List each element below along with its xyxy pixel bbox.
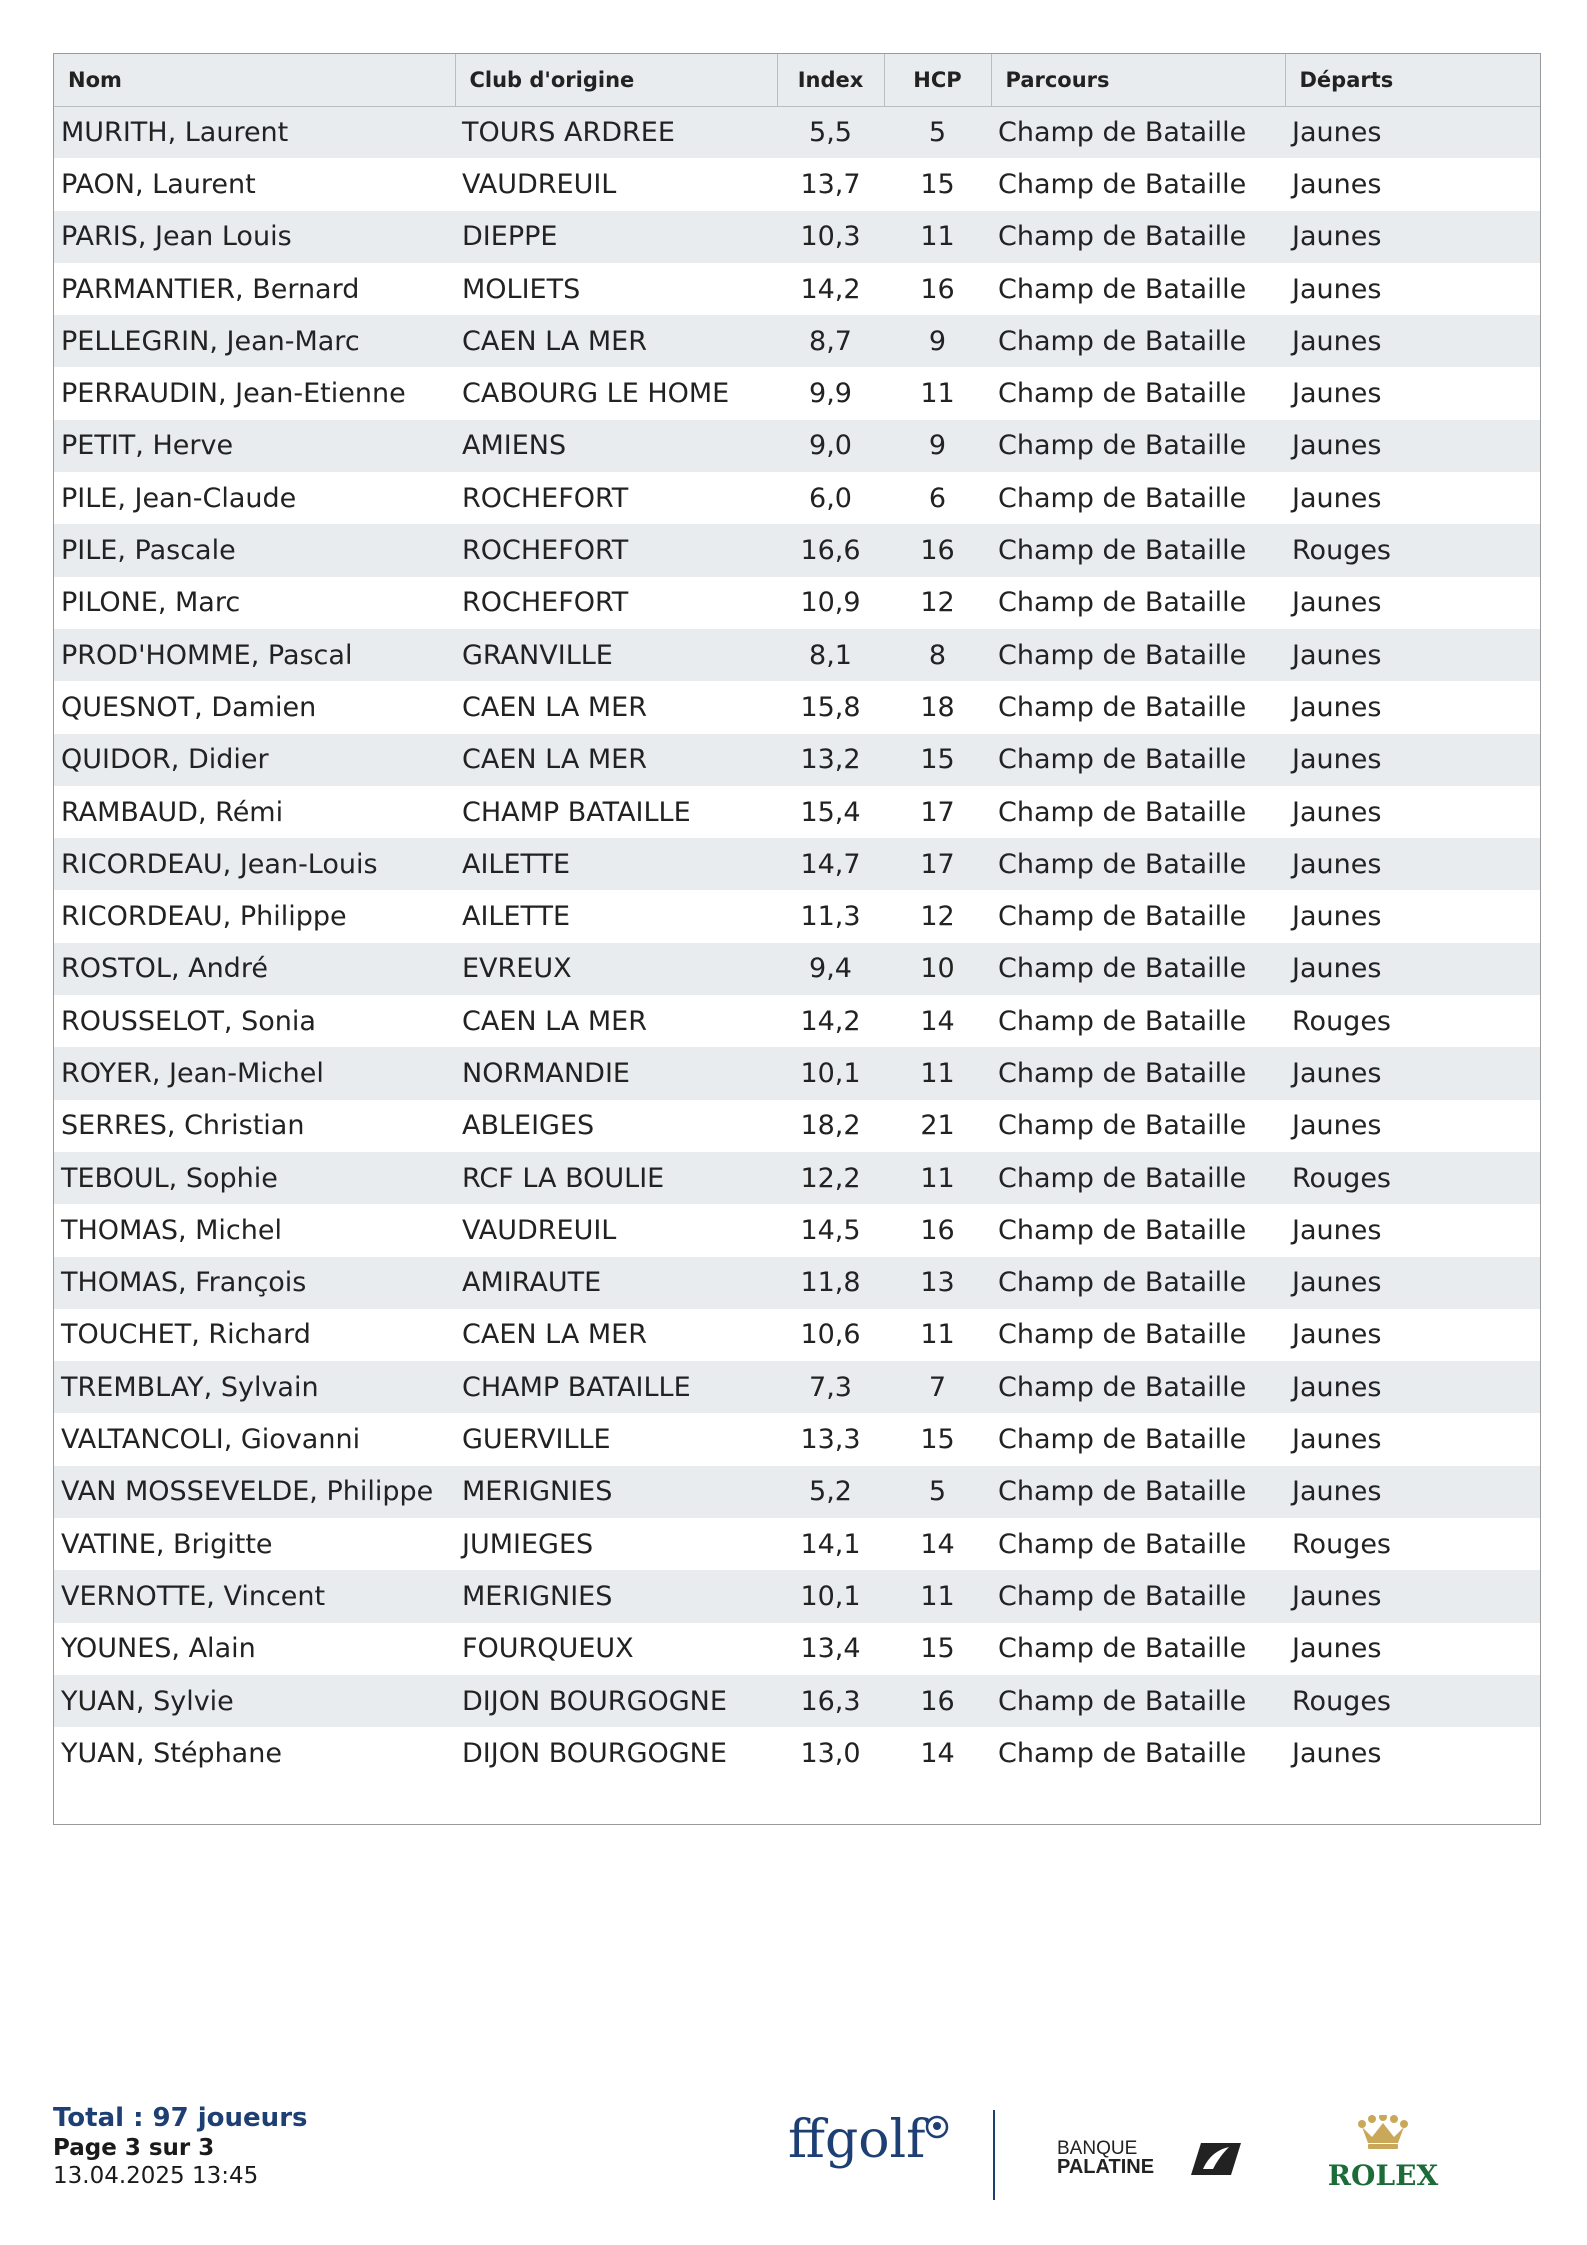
table-row (54, 629, 1540, 681)
column-header-nom: Nom (54, 54, 455, 106)
player-list-table-frame (53, 53, 1541, 1825)
cell-nom: YUAN, Sylvie (54, 1675, 455, 1727)
cell-departs: Rouges (1285, 524, 1540, 576)
cell-departs: Jaunes (1285, 106, 1540, 158)
cell-departs: Jaunes (1285, 420, 1540, 472)
cell-hcp: 14 (920, 1737, 955, 1769)
cell-departs: Rouges (1292, 1005, 1391, 1037)
cell-index: 13,4 (800, 1633, 861, 1665)
cell-index: 9,9 (809, 378, 852, 410)
table-row (54, 1466, 1540, 1518)
cell-hcp: 16 (884, 524, 991, 576)
cell-parcours: Champ de Bataille (998, 1737, 1247, 1769)
cell-parcours: Champ de Bataille (998, 796, 1247, 828)
cell-index: 13,7 (800, 168, 861, 200)
cell-club: JUMIEGES (462, 1528, 594, 1560)
cell-nom: PILE, Pascale (54, 524, 455, 576)
cell-index: 10,1 (777, 1570, 884, 1622)
cell-index: 12,2 (777, 1152, 884, 1204)
cell-departs: Jaunes (1292, 1214, 1382, 1246)
rolex-wordmark: ROLEX (1327, 2159, 1439, 2192)
cell-index: 10,1 (777, 1047, 884, 1099)
cell-nom: RAMBAUD, Rémi (61, 796, 284, 828)
cell-index: 15,4 (800, 796, 861, 828)
cell-index: 15,8 (800, 691, 861, 723)
cell-parcours: Champ de Bataille (998, 273, 1247, 305)
cell-nom: PARMANTIER, Bernard (61, 273, 360, 305)
cell-parcours: Champ de Bataille (991, 524, 1285, 576)
cell-nom: VALTANCOLI, Giovanni (61, 1424, 361, 1456)
cell-parcours: Champ de Bataille (998, 1214, 1247, 1246)
cell-departs: Jaunes (1292, 901, 1382, 933)
banque-logo-line2: PALATINE (1057, 2156, 1155, 2178)
cell-club: VAUDREUIL (462, 1214, 617, 1246)
cell-nom: SERRES, Christian (61, 1110, 305, 1142)
table-row (54, 1675, 1540, 1727)
table-row (54, 263, 1540, 315)
cell-nom: PERRAUDIN, Jean-Etienne (61, 378, 406, 410)
cell-club: DIJON BOURGOGNE (455, 1675, 777, 1727)
cell-nom: PAON, Laurent (61, 168, 256, 200)
cell-hcp: 15 (920, 1424, 955, 1456)
cell-parcours: Champ de Bataille (991, 315, 1285, 367)
cell-index: 14,5 (800, 1214, 861, 1246)
table-row (54, 158, 1540, 210)
cell-club: CAEN LA MER (462, 691, 647, 723)
table-row (54, 367, 1540, 419)
cell-club: RCF LA BOULIE (455, 1152, 777, 1204)
cell-hcp: 21 (920, 1110, 955, 1142)
cell-nom: VERNOTTE, Vincent (54, 1570, 455, 1622)
cell-club: NORMANDIE (455, 1047, 777, 1099)
cell-departs: Jaunes (1285, 315, 1540, 367)
cell-departs: Jaunes (1285, 734, 1540, 786)
cell-nom: TOUCHET, Richard (61, 1319, 311, 1351)
player-list-table (54, 54, 1540, 1780)
cell-parcours: Champ de Bataille (991, 1047, 1285, 1099)
cell-club: CAEN LA MER (455, 315, 777, 367)
cell-hcp: 11 (884, 211, 991, 263)
cell-club: DIEPPE (455, 211, 777, 263)
cell-nom: QUIDOR, Didier (54, 734, 455, 786)
cell-hcp: 12 (920, 901, 955, 933)
table-row (54, 1204, 1540, 1256)
cell-nom: VATINE, Brigitte (61, 1528, 273, 1560)
cell-club: TOURS ARDREE (455, 106, 777, 158)
table-row (54, 1623, 1540, 1675)
table-row (54, 577, 1540, 629)
column-header-hcp: HCP (884, 54, 991, 106)
cell-index: 14,2 (800, 1005, 861, 1037)
table-row (54, 211, 1540, 263)
cell-club: ABLEIGES (462, 1110, 595, 1142)
cell-hcp: 11 (920, 1319, 955, 1351)
table-row (54, 1413, 1540, 1465)
cell-nom: ROSTOL, André (54, 943, 455, 995)
cell-departs: Jaunes (1292, 168, 1382, 200)
table-row (54, 315, 1540, 367)
table-row (54, 1309, 1540, 1361)
total-players: Total : 97 joueurs (53, 2103, 308, 2133)
cell-index: 13,3 (800, 1424, 861, 1456)
cell-nom: TEBOUL, Sophie (54, 1152, 455, 1204)
cell-hcp: 15 (920, 1633, 955, 1665)
cell-nom: PARIS, Jean Louis (54, 211, 455, 263)
cell-parcours: Champ de Bataille (998, 482, 1247, 514)
cell-club: CHAMP BATAILLE (462, 796, 691, 828)
cell-index: 8,1 (777, 629, 884, 681)
column-header-index: Index (777, 54, 884, 106)
cell-index: 18,2 (800, 1110, 861, 1142)
cell-parcours: Champ de Bataille (991, 1675, 1285, 1727)
cell-index: 9,0 (777, 420, 884, 472)
cell-club: ROCHEFORT (455, 524, 777, 576)
cell-club: MOLIETS (462, 273, 581, 305)
cell-club: AILETTE (462, 901, 571, 933)
cell-index: 10,3 (777, 211, 884, 263)
cell-departs: Jaunes (1292, 1319, 1382, 1351)
ffgolf-registered-icon (924, 2114, 950, 2140)
cell-hcp: 16 (884, 1675, 991, 1727)
cell-nom: THOMAS, François (54, 1257, 455, 1309)
ffgolf-logo: ffgolf (788, 2110, 926, 2170)
cell-parcours: Champ de Bataille (991, 1257, 1285, 1309)
cell-parcours: Champ de Bataille (991, 1361, 1285, 1413)
cell-nom: RICORDEAU, Philippe (61, 901, 347, 933)
cell-departs: Jaunes (1292, 1424, 1382, 1456)
cell-parcours: Champ de Bataille (998, 378, 1247, 410)
cell-nom: PETIT, Herve (54, 420, 455, 472)
table-row (54, 524, 1540, 576)
cell-club: ROCHEFORT (462, 482, 629, 514)
table-row (54, 786, 1540, 838)
cell-parcours: Champ de Bataille (998, 691, 1247, 723)
cell-hcp: 9 (884, 420, 991, 472)
column-header-departs: Départs (1285, 54, 1540, 106)
cell-departs: Jaunes (1285, 1047, 1540, 1099)
cell-parcours: Champ de Bataille (991, 420, 1285, 472)
cell-departs: Jaunes (1285, 211, 1540, 263)
cell-nom: PROD'HOMME, Pascal (54, 629, 455, 681)
table-row (54, 838, 1540, 890)
cell-nom: VAN MOSSEVELDE, Philippe (54, 1466, 455, 1518)
cell-hcp: 5 (884, 106, 991, 158)
cell-index: 9,4 (777, 943, 884, 995)
cell-parcours: Champ de Bataille (991, 1570, 1285, 1622)
cell-departs: Jaunes (1285, 943, 1540, 995)
cell-hcp: 17 (884, 838, 991, 890)
cell-index: 16,3 (777, 1675, 884, 1727)
cell-departs: Jaunes (1292, 1110, 1382, 1142)
cell-index: 8,7 (777, 315, 884, 367)
cell-index: 10,6 (800, 1319, 861, 1351)
cell-parcours: Champ de Bataille (998, 1633, 1247, 1665)
cell-hcp: 11 (884, 1152, 991, 1204)
cell-club: GRANVILLE (455, 629, 777, 681)
cell-nom: THOMAS, Michel (61, 1214, 282, 1246)
cell-hcp: 11 (884, 1047, 991, 1099)
cell-club: EVREUX (455, 943, 777, 995)
table-row (54, 106, 1540, 158)
cell-club: DIJON BOURGOGNE (462, 1737, 727, 1769)
cell-nom: YOUNES, Alain (61, 1633, 256, 1665)
table-row (54, 472, 1540, 524)
table-row (54, 890, 1540, 942)
column-header-club: Club d'origine (455, 54, 777, 106)
cell-club: MERIGNIES (455, 1466, 777, 1518)
table-header-row (54, 54, 1540, 106)
cell-parcours: Champ de Bataille (998, 168, 1247, 200)
banque-palatine-logo (1055, 2135, 1245, 2179)
cell-departs: Rouges (1292, 1528, 1391, 1560)
cell-nom: PILE, Jean-Claude (61, 482, 297, 514)
cell-club: VAUDREUIL (462, 168, 617, 200)
cell-index: 6,0 (809, 482, 852, 514)
cell-parcours: Champ de Bataille (998, 1110, 1247, 1142)
cell-index: 5,5 (777, 106, 884, 158)
cell-parcours: Champ de Bataille (998, 1005, 1247, 1037)
table-row (54, 1727, 1540, 1779)
table-body (54, 106, 1540, 1780)
cell-hcp: 7 (884, 1361, 991, 1413)
cell-departs: Jaunes (1292, 378, 1382, 410)
cell-departs: Jaunes (1292, 796, 1382, 828)
cell-index: 14,1 (800, 1528, 861, 1560)
cell-parcours: Champ de Bataille (991, 838, 1285, 890)
cell-nom: ROYER, Jean-Michel (54, 1047, 455, 1099)
cell-parcours: Champ de Bataille (991, 629, 1285, 681)
cell-parcours: Champ de Bataille (998, 1424, 1247, 1456)
table-row (54, 995, 1540, 1047)
cell-departs: Jaunes (1285, 1361, 1540, 1413)
cell-club: GUERVILLE (462, 1424, 611, 1456)
table-row (54, 681, 1540, 733)
cell-parcours: Champ de Bataille (998, 1528, 1247, 1560)
cell-departs: Jaunes (1292, 273, 1382, 305)
cell-hcp: 16 (920, 1214, 955, 1246)
palatine-emblem-icon (1191, 2143, 1241, 2175)
cell-index: 7,3 (777, 1361, 884, 1413)
cell-hcp: 13 (884, 1257, 991, 1309)
cell-nom: MURITH, Laurent (54, 106, 455, 158)
cell-index: 11,3 (800, 901, 861, 933)
cell-index: 10,9 (800, 587, 861, 619)
rolex-crown-icon (1358, 2115, 1408, 2149)
table-row (54, 1361, 1540, 1413)
table-header (54, 54, 1540, 106)
column-header-parcours: Parcours (991, 54, 1285, 106)
cell-hcp: 11 (884, 1570, 991, 1622)
cell-club: FOURQUEUX (462, 1633, 634, 1665)
table-row (54, 420, 1540, 472)
cell-index: 13,2 (777, 734, 884, 786)
cell-club: CAEN LA MER (462, 1005, 647, 1037)
cell-hcp: 6 (928, 482, 947, 514)
table-row (54, 1152, 1540, 1204)
cell-club: MERIGNIES (455, 1570, 777, 1622)
print-timestamp: 13.04.2025 13:45 (53, 2163, 259, 2189)
cell-index: 14,7 (777, 838, 884, 890)
sponsor-divider (993, 2110, 995, 2200)
cell-index: 13,0 (800, 1737, 861, 1769)
cell-parcours: Champ de Bataille (991, 106, 1285, 158)
cell-nom: QUESNOT, Damien (61, 691, 317, 723)
cell-hcp: 8 (884, 629, 991, 681)
cell-nom: YUAN, Stéphane (61, 1737, 282, 1769)
cell-departs: Jaunes (1292, 1737, 1382, 1769)
cell-nom: PILONE, Marc (61, 587, 241, 619)
cell-index: 16,6 (777, 524, 884, 576)
cell-departs: Jaunes (1292, 587, 1382, 619)
cell-parcours: Champ de Bataille (998, 1319, 1247, 1351)
cell-hcp: 10 (884, 943, 991, 995)
cell-hcp: 15 (920, 168, 955, 200)
table-row (54, 1100, 1540, 1152)
cell-hcp: 14 (920, 1528, 955, 1560)
table-row (54, 1570, 1540, 1622)
cell-nom: PELLEGRIN, Jean-Marc (54, 315, 455, 367)
cell-departs: Jaunes (1285, 1570, 1540, 1622)
table-row (54, 1047, 1540, 1099)
table-row (54, 1518, 1540, 1570)
cell-departs: Jaunes (1285, 1466, 1540, 1518)
cell-parcours: Champ de Bataille (991, 943, 1285, 995)
cell-club: AILETTE (455, 838, 777, 890)
cell-departs: Rouges (1285, 1152, 1540, 1204)
cell-hcp: 15 (884, 734, 991, 786)
cell-nom: RICORDEAU, Jean-Louis (54, 838, 455, 890)
cell-club: CAEN LA MER (462, 1319, 647, 1351)
cell-parcours: Champ de Bataille (998, 587, 1247, 619)
banque-logo-line1: BANQUE (1057, 2138, 1138, 2159)
cell-departs: Jaunes (1285, 1257, 1540, 1309)
cell-hcp: 11 (920, 378, 955, 410)
cell-hcp: 17 (920, 796, 955, 828)
cell-index: 11,8 (777, 1257, 884, 1309)
cell-hcp: 9 (884, 315, 991, 367)
cell-hcp: 12 (920, 587, 955, 619)
footer-info (53, 2102, 308, 2190)
cell-parcours: Champ de Bataille (991, 1466, 1285, 1518)
cell-departs: Jaunes (1285, 629, 1540, 681)
cell-club: CABOURG LE HOME (462, 378, 730, 410)
table-row (54, 1257, 1540, 1309)
cell-parcours: Champ de Bataille (991, 211, 1285, 263)
cell-club: ROCHEFORT (462, 587, 629, 619)
cell-departs: Jaunes (1285, 838, 1540, 890)
cell-hcp: 5 (884, 1466, 991, 1518)
cell-hcp: 14 (920, 1005, 955, 1037)
cell-club: CHAMP BATAILLE (455, 1361, 777, 1413)
cell-club: AMIENS (455, 420, 777, 472)
cell-parcours: Champ de Bataille (991, 1152, 1285, 1204)
page-number: Page 3 sur 3 (53, 2135, 215, 2161)
cell-departs: Rouges (1285, 1675, 1540, 1727)
cell-nom: ROUSSELOT, Sonia (61, 1005, 316, 1037)
rolex-logo (1318, 2115, 1448, 2195)
cell-index: 5,2 (777, 1466, 884, 1518)
cell-hcp: 16 (920, 273, 955, 305)
cell-index: 14,2 (800, 273, 861, 305)
cell-club: CAEN LA MER (455, 734, 777, 786)
cell-parcours: Champ de Bataille (998, 901, 1247, 933)
cell-departs: Jaunes (1292, 1633, 1382, 1665)
table-row (54, 734, 1540, 786)
cell-departs: Jaunes (1292, 691, 1382, 723)
cell-departs: Jaunes (1292, 482, 1382, 514)
cell-nom: TREMBLAY, Sylvain (54, 1361, 455, 1413)
cell-hcp: 18 (920, 691, 955, 723)
table-row (54, 943, 1540, 995)
cell-parcours: Champ de Bataille (991, 734, 1285, 786)
cell-club: AMIRAUTE (455, 1257, 777, 1309)
